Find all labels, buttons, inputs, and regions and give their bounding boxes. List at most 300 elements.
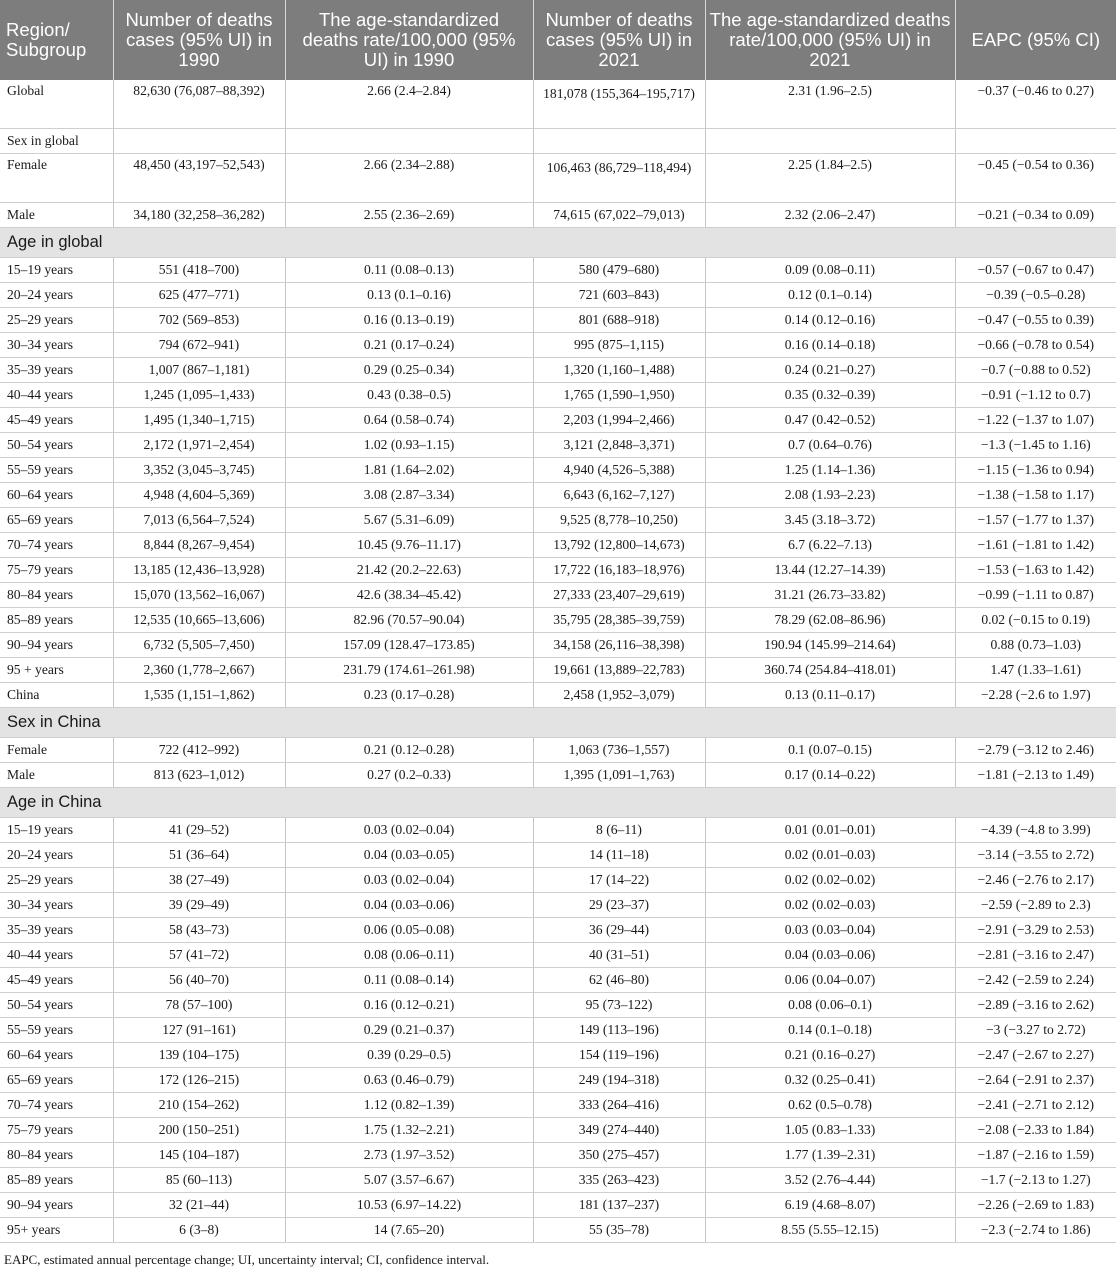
- cell-eapc: −2.47 (−2.67 to 2.27): [955, 1043, 1116, 1068]
- cell-eapc: −3.14 (−3.55 to 2.72): [955, 843, 1116, 868]
- cell-subgroup: 85–89 years: [0, 608, 113, 633]
- cell-deaths-1990: 172 (126–215): [113, 1068, 285, 1093]
- cell-asdr-2021: 3.52 (2.76–4.44): [705, 1168, 955, 1193]
- cell-deaths-2021: 36 (29–44): [533, 918, 705, 943]
- cell-subgroup: 35–39 years: [0, 358, 113, 383]
- header-region-subgroup: Region/ Subgroup: [0, 0, 113, 80]
- table-row: [0, 483, 1116, 508]
- cell-deaths-1990: 13,185 (12,436–13,928): [113, 558, 285, 583]
- cell-deaths-1990: 38 (27–49): [113, 868, 285, 893]
- cell-asdr-1990: 231.79 (174.61–261.98): [285, 658, 533, 683]
- cell-asdr-2021: 0.09 (0.08–0.11): [705, 258, 955, 283]
- cell-deaths-2021: 95 (73–122): [533, 993, 705, 1018]
- cell-deaths-2021: 580 (479–680): [533, 258, 705, 283]
- cell-asdr-1990: 0.04 (0.03–0.06): [285, 893, 533, 918]
- cell-eapc: −1.81 (−2.13 to 1.49): [955, 763, 1116, 788]
- table-row: [0, 1068, 1116, 1093]
- cell-deaths-2021: 149 (113–196): [533, 1018, 705, 1043]
- cell-asdr-2021: 13.44 (12.27–14.39): [705, 558, 955, 583]
- cell-eapc: −3 (−3.27 to 2.72): [955, 1018, 1116, 1043]
- cell-asdr-2021: 0.03 (0.03–0.04): [705, 918, 955, 943]
- header-eapc: EAPC (95% CI): [955, 0, 1116, 80]
- cell-asdr-2021: 78.29 (62.08–86.96): [705, 608, 955, 633]
- cell-subgroup: 50–54 years: [0, 993, 113, 1018]
- cell-eapc: −1.57 (−1.77 to 1.37): [955, 508, 1116, 533]
- cell-eapc: −2.3 (−2.74 to 1.86): [955, 1218, 1116, 1243]
- table-row: [0, 993, 1116, 1018]
- cell-deaths-1990: 551 (418–700): [113, 258, 285, 283]
- table-row: [0, 203, 1116, 228]
- cell-asdr-1990: 0.23 (0.17–0.28): [285, 683, 533, 708]
- cell-deaths-1990: 3,352 (3,045–3,745): [113, 458, 285, 483]
- table-row: [0, 1018, 1116, 1043]
- cell-deaths-2021: 801 (688–918): [533, 308, 705, 333]
- cell-asdr-1990: 1.75 (1.32–2.21): [285, 1118, 533, 1143]
- cell-deaths-2021: 27,333 (23,407–29,619): [533, 583, 705, 608]
- cell-subgroup: 80–84 years: [0, 1143, 113, 1168]
- cell-eapc: −2.26 (−2.69 to 1.83): [955, 1193, 1116, 1218]
- cell-eapc: −0.7 (−0.88 to 0.52): [955, 358, 1116, 383]
- cell-eapc: −2.89 (−3.16 to 2.62): [955, 993, 1116, 1018]
- cell-deaths-1990: 1,007 (867–1,181): [113, 358, 285, 383]
- cell-asdr-1990: 0.13 (0.1–0.16): [285, 283, 533, 308]
- cell-asdr-2021: 0.24 (0.21–0.27): [705, 358, 955, 383]
- cell-deaths-1990: 794 (672–941): [113, 333, 285, 358]
- cell-subgroup: 40–44 years: [0, 943, 113, 968]
- cell-asdr-1990: 5.67 (5.31–6.09): [285, 508, 533, 533]
- cell-asdr-2021: 1.05 (0.83–1.33): [705, 1118, 955, 1143]
- cell-eapc: −0.39 (−0.5–0.28): [955, 283, 1116, 308]
- cell-asdr-2021: 0.02 (0.02–0.03): [705, 893, 955, 918]
- table-row: [0, 80, 1116, 129]
- table-row: [0, 308, 1116, 333]
- cell-eapc: −1.7 (−2.13 to 1.27): [955, 1168, 1116, 1193]
- cell-deaths-2021: 35,795 (28,385–39,759): [533, 608, 705, 633]
- cell-deaths-2021: 350 (275–457): [533, 1143, 705, 1168]
- cell-deaths-2021: 349 (274–440): [533, 1118, 705, 1143]
- cell-deaths-2021: 40 (31–51): [533, 943, 705, 968]
- cell-eapc: −2.64 (−2.91 to 2.37): [955, 1068, 1116, 1093]
- cell-deaths-2021: 14 (11–18): [533, 843, 705, 868]
- cell-asdr-1990: 0.21 (0.17–0.24): [285, 333, 533, 358]
- cell-subgroup: 90–94 years: [0, 1193, 113, 1218]
- table-row: [0, 658, 1116, 683]
- cell-asdr-1990: 10.53 (6.97–14.22): [285, 1193, 533, 1218]
- cell-asdr-2021: 360.74 (254.84–418.01): [705, 658, 955, 683]
- table-row: [0, 868, 1116, 893]
- cell-deaths-1990: 51 (36–64): [113, 843, 285, 868]
- cell-asdr-1990: 2.55 (2.36–2.69): [285, 203, 533, 228]
- cell-deaths-2021: 8 (6–11): [533, 818, 705, 843]
- cell-eapc: −2.42 (−2.59 to 2.24): [955, 968, 1116, 993]
- cell-asdr-1990: 5.07 (3.57–6.67): [285, 1168, 533, 1193]
- cell-subgroup: 55–59 years: [0, 1018, 113, 1043]
- cell-subgroup: 65–69 years: [0, 1068, 113, 1093]
- cell-asdr-1990: 0.11 (0.08–0.13): [285, 258, 533, 283]
- cell-asdr-2021: 0.02 (0.02–0.02): [705, 868, 955, 893]
- cell-deaths-1990: 1,535 (1,151–1,862): [113, 683, 285, 708]
- cell-asdr-1990: 2.66 (2.4–2.84): [285, 80, 533, 129]
- cell-subgroup: 75–79 years: [0, 1118, 113, 1143]
- cell-asdr-1990: [285, 129, 533, 154]
- cell-asdr-1990: 42.6 (38.34–45.42): [285, 583, 533, 608]
- cell-asdr-2021: 2.31 (1.96–2.5): [705, 80, 955, 129]
- cell-asdr-1990: 1.81 (1.64–2.02): [285, 458, 533, 483]
- cell-subgroup: 20–24 years: [0, 283, 113, 308]
- table-row: [0, 843, 1116, 868]
- cell-asdr-1990: 0.21 (0.12–0.28): [285, 738, 533, 763]
- cell-eapc: −0.99 (−1.11 to 0.87): [955, 583, 1116, 608]
- cell-subgroup: 25–29 years: [0, 868, 113, 893]
- table-header: [0, 0, 1116, 80]
- cell-asdr-2021: 0.06 (0.04–0.07): [705, 968, 955, 993]
- cell-asdr-2021: 2.25 (1.84–2.5): [705, 154, 955, 203]
- cell-deaths-2021: 106,463 (86,729–118,494): [533, 154, 705, 203]
- cell-subgroup: 40–44 years: [0, 383, 113, 408]
- cell-deaths-1990: 210 (154–262): [113, 1093, 285, 1118]
- cell-asdr-2021: 6.19 (4.68–8.07): [705, 1193, 955, 1218]
- cell-subgroup: 55–59 years: [0, 458, 113, 483]
- cell-deaths-2021: 55 (35–78): [533, 1218, 705, 1243]
- header-row: [0, 0, 1116, 80]
- cell-eapc: −2.08 (−2.33 to 1.84): [955, 1118, 1116, 1143]
- cell-deaths-2021: 3,121 (2,848–3,371): [533, 433, 705, 458]
- cell-eapc: −0.91 (−1.12 to 0.7): [955, 383, 1116, 408]
- table-row: [0, 258, 1116, 283]
- cell-deaths-2021: 1,765 (1,590–1,950): [533, 383, 705, 408]
- section-row: [0, 228, 1116, 258]
- table-row: [0, 1168, 1116, 1193]
- cell-asdr-1990: 21.42 (20.2–22.63): [285, 558, 533, 583]
- cell-eapc: −0.21 (−0.34 to 0.09): [955, 203, 1116, 228]
- cell-subgroup: 50–54 years: [0, 433, 113, 458]
- cell-subgroup: Male: [0, 763, 113, 788]
- cell-subgroup: 95 + years: [0, 658, 113, 683]
- cell-subgroup: Female: [0, 154, 113, 203]
- cell-deaths-2021: 17,722 (16,183–18,976): [533, 558, 705, 583]
- cell-eapc: −4.39 (−4.8 to 3.99): [955, 818, 1116, 843]
- cell-deaths-1990: 6 (3–8): [113, 1218, 285, 1243]
- cell-deaths-2021: 995 (875–1,115): [533, 333, 705, 358]
- cell-subgroup: 70–74 years: [0, 533, 113, 558]
- cell-asdr-2021: 0.32 (0.25–0.41): [705, 1068, 955, 1093]
- cell-eapc: −1.87 (−2.16 to 1.59): [955, 1143, 1116, 1168]
- cell-deaths-1990: 41 (29–52): [113, 818, 285, 843]
- table-row: [0, 433, 1116, 458]
- cell-deaths-2021: 29 (23–37): [533, 893, 705, 918]
- table-row: [0, 458, 1116, 483]
- cell-deaths-1990: 2,360 (1,778–2,667): [113, 658, 285, 683]
- cell-eapc: −1.53 (−1.63 to 1.42): [955, 558, 1116, 583]
- cell-deaths-2021: 249 (194–318): [533, 1068, 705, 1093]
- header-asdr-1990: The age-standardized deaths rate/100,000 (95% UI) in 1990: [285, 0, 533, 80]
- cell-subgroup: 85–89 years: [0, 1168, 113, 1193]
- cell-asdr-2021: 0.02 (0.01–0.03): [705, 843, 955, 868]
- cell-eapc: −1.61 (−1.81 to 1.42): [955, 533, 1116, 558]
- cell-asdr-2021: 0.17 (0.14–0.22): [705, 763, 955, 788]
- cell-subgroup: Global: [0, 80, 113, 129]
- cell-asdr-1990: 0.03 (0.02–0.04): [285, 868, 533, 893]
- cell-deaths-2021: 721 (603–843): [533, 283, 705, 308]
- cell-deaths-1990: 722 (412–992): [113, 738, 285, 763]
- cell-subgroup: Female: [0, 738, 113, 763]
- cell-asdr-1990: 1.02 (0.93–1.15): [285, 433, 533, 458]
- cell-eapc: −0.37 (−0.46 to 0.27): [955, 80, 1116, 129]
- cell-asdr-2021: 0.12 (0.1–0.14): [705, 283, 955, 308]
- cell-asdr-2021: 190.94 (145.99–214.64): [705, 633, 955, 658]
- table-row: [0, 738, 1116, 763]
- header-asdr-2021: The age-standardized deaths rate/100,000 (95% UI) in 2021: [705, 0, 955, 80]
- cell-deaths-2021: 181 (137–237): [533, 1193, 705, 1218]
- cell-asdr-2021: 0.04 (0.03–0.06): [705, 943, 955, 968]
- cell-asdr-1990: 157.09 (128.47–173.85): [285, 633, 533, 658]
- cell-deaths-1990: 15,070 (13,562–16,067): [113, 583, 285, 608]
- cell-asdr-1990: 0.11 (0.08–0.14): [285, 968, 533, 993]
- cell-deaths-1990: 56 (40–70): [113, 968, 285, 993]
- cell-deaths-1990: 4,948 (4,604–5,369): [113, 483, 285, 508]
- table-body: [0, 80, 1116, 1243]
- cell-eapc: 1.47 (1.33–1.61): [955, 658, 1116, 683]
- table-row: [0, 358, 1116, 383]
- cell-eapc: −2.46 (−2.76 to 2.17): [955, 868, 1116, 893]
- cell-deaths-1990: 127 (91–161): [113, 1018, 285, 1043]
- cell-asdr-1990: 0.16 (0.12–0.21): [285, 993, 533, 1018]
- cell-asdr-1990: 0.03 (0.02–0.04): [285, 818, 533, 843]
- cell-asdr-1990: 0.08 (0.06–0.11): [285, 943, 533, 968]
- cell-deaths-2021: 34,158 (26,116–38,398): [533, 633, 705, 658]
- cell-asdr-1990: 0.63 (0.46–0.79): [285, 1068, 533, 1093]
- cell-asdr-2021: 0.13 (0.11–0.17): [705, 683, 955, 708]
- cell-asdr-2021: 8.55 (5.55–12.15): [705, 1218, 955, 1243]
- cell-eapc: −2.41 (−2.71 to 2.12): [955, 1093, 1116, 1118]
- cell-eapc: −0.47 (−0.55 to 0.39): [955, 308, 1116, 333]
- cell-deaths-1990: 39 (29–49): [113, 893, 285, 918]
- cell-asdr-2021: 0.7 (0.64–0.76): [705, 433, 955, 458]
- cell-asdr-1990: 0.27 (0.2–0.33): [285, 763, 533, 788]
- section-label: Age in China: [0, 788, 1116, 818]
- cell-deaths-1990: 48,450 (43,197–52,543): [113, 154, 285, 203]
- table-row: [0, 129, 1116, 154]
- cell-eapc: −2.91 (−3.29 to 2.53): [955, 918, 1116, 943]
- cell-subgroup: 75–79 years: [0, 558, 113, 583]
- cell-subgroup: 15–19 years: [0, 818, 113, 843]
- cell-asdr-1990: 0.64 (0.58–0.74): [285, 408, 533, 433]
- cell-asdr-1990: 0.29 (0.25–0.34): [285, 358, 533, 383]
- cell-asdr-1990: 0.29 (0.21–0.37): [285, 1018, 533, 1043]
- cell-eapc: −2.59 (−2.89 to 2.3): [955, 893, 1116, 918]
- cell-deaths-1990: 702 (569–853): [113, 308, 285, 333]
- cell-subgroup: 95+ years: [0, 1218, 113, 1243]
- cell-deaths-1990: 1,245 (1,095–1,433): [113, 383, 285, 408]
- table-row: [0, 633, 1116, 658]
- cell-deaths-2021: 4,940 (4,526–5,388): [533, 458, 705, 483]
- table-row: [0, 1143, 1116, 1168]
- table-row: [0, 608, 1116, 633]
- cell-subgroup: 15–19 years: [0, 258, 113, 283]
- table-row: [0, 1193, 1116, 1218]
- table-row: [0, 763, 1116, 788]
- cell-eapc: −0.45 (−0.54 to 0.36): [955, 154, 1116, 203]
- table-row: [0, 818, 1116, 843]
- cell-asdr-1990: 0.39 (0.29–0.5): [285, 1043, 533, 1068]
- table-row: [0, 893, 1116, 918]
- cell-asdr-2021: 0.08 (0.06–0.1): [705, 993, 955, 1018]
- cell-deaths-1990: 2,172 (1,971–2,454): [113, 433, 285, 458]
- cell-asdr-2021: 0.1 (0.07–0.15): [705, 738, 955, 763]
- cell-deaths-1990: 58 (43–73): [113, 918, 285, 943]
- table-row: [0, 408, 1116, 433]
- cell-deaths-1990: 145 (104–187): [113, 1143, 285, 1168]
- table-row: [0, 558, 1116, 583]
- cell-asdr-1990: 0.06 (0.05–0.08): [285, 918, 533, 943]
- cell-subgroup: Male: [0, 203, 113, 228]
- cell-eapc: 0.02 (−0.15 to 0.19): [955, 608, 1116, 633]
- cell-deaths-2021: 17 (14–22): [533, 868, 705, 893]
- cell-eapc: −2.81 (−3.16 to 2.47): [955, 943, 1116, 968]
- cell-asdr-2021: 1.25 (1.14–1.36): [705, 458, 955, 483]
- table-footnote: EAPC, estimated annual percentage change; UI, uncertainty interval; CI, confidence interval.: [4, 1252, 490, 1267]
- cell-deaths-2021: 62 (46–80): [533, 968, 705, 993]
- cell-deaths-1990: 34,180 (32,258–36,282): [113, 203, 285, 228]
- cell-subgroup: 20–24 years: [0, 843, 113, 868]
- cell-deaths-1990: 12,535 (10,665–13,606): [113, 608, 285, 633]
- cell-asdr-1990: 1.12 (0.82–1.39): [285, 1093, 533, 1118]
- table-row: [0, 943, 1116, 968]
- header-deaths-2021: Number of deaths cases (95% UI) in 2021: [533, 0, 705, 80]
- cell-eapc: −1.38 (−1.58 to 1.17): [955, 483, 1116, 508]
- cell-asdr-2021: 2.08 (1.93–2.23): [705, 483, 955, 508]
- cell-deaths-2021: [533, 129, 705, 154]
- cell-asdr-1990: 0.04 (0.03–0.05): [285, 843, 533, 868]
- cell-asdr-2021: [705, 129, 955, 154]
- table-row: [0, 1118, 1116, 1143]
- cell-asdr-2021: 0.01 (0.01–0.01): [705, 818, 955, 843]
- cell-asdr-2021: 0.14 (0.1–0.18): [705, 1018, 955, 1043]
- cell-eapc: −0.66 (−0.78 to 0.54): [955, 333, 1116, 358]
- cell-asdr-1990: 82.96 (70.57–90.04): [285, 608, 533, 633]
- cell-deaths-2021: 1,063 (736–1,557): [533, 738, 705, 763]
- cell-asdr-2021: 2.32 (2.06–2.47): [705, 203, 955, 228]
- cell-deaths-1990: 6,732 (5,505–7,450): [113, 633, 285, 658]
- cell-deaths-2021: 6,643 (6,162–7,127): [533, 483, 705, 508]
- section-row: [0, 708, 1116, 738]
- cell-asdr-1990: 3.08 (2.87–3.34): [285, 483, 533, 508]
- cell-asdr-1990: 0.43 (0.38–0.5): [285, 383, 533, 408]
- cell-asdr-2021: 0.16 (0.14–0.18): [705, 333, 955, 358]
- cell-asdr-1990: 0.16 (0.13–0.19): [285, 308, 533, 333]
- cell-subgroup: Sex in global: [0, 129, 113, 154]
- cell-subgroup: 30–34 years: [0, 333, 113, 358]
- cell-deaths-2021: 181,078 (155,364–195,717): [533, 80, 705, 129]
- cell-asdr-2021: 6.7 (6.22–7.13): [705, 533, 955, 558]
- cell-asdr-1990: 2.73 (1.97–3.52): [285, 1143, 533, 1168]
- table-row: [0, 918, 1116, 943]
- cell-eapc: 0.88 (0.73–1.03): [955, 633, 1116, 658]
- cell-asdr-1990: 10.45 (9.76–11.17): [285, 533, 533, 558]
- cell-asdr-2021: 31.21 (26.73–33.82): [705, 583, 955, 608]
- cell-asdr-2021: 0.14 (0.12–0.16): [705, 308, 955, 333]
- header-deaths-1990: Number of deaths cases (95% UI) in 1990: [113, 0, 285, 80]
- cell-deaths-2021: 333 (264–416): [533, 1093, 705, 1118]
- cell-subgroup: 25–29 years: [0, 308, 113, 333]
- cell-deaths-1990: 85 (60–113): [113, 1168, 285, 1193]
- cell-deaths-2021: 1,320 (1,160–1,488): [533, 358, 705, 383]
- cell-subgroup: 35–39 years: [0, 918, 113, 943]
- cell-eapc: −0.57 (−0.67 to 0.47): [955, 258, 1116, 283]
- cell-deaths-2021: 9,525 (8,778–10,250): [533, 508, 705, 533]
- cell-deaths-1990: 625 (477–771): [113, 283, 285, 308]
- cell-asdr-2021: 0.62 (0.5–0.78): [705, 1093, 955, 1118]
- table-row: [0, 508, 1116, 533]
- cell-deaths-2021: 2,203 (1,994–2,466): [533, 408, 705, 433]
- cell-subgroup: 70–74 years: [0, 1093, 113, 1118]
- table-row: [0, 383, 1116, 408]
- table-row: [0, 533, 1116, 558]
- section-label: Age in global: [0, 228, 1116, 258]
- cell-deaths-2021: 2,458 (1,952–3,079): [533, 683, 705, 708]
- cell-deaths-1990: [113, 129, 285, 154]
- cell-eapc: [955, 129, 1116, 154]
- cell-asdr-2021: 0.47 (0.42–0.52): [705, 408, 955, 433]
- cell-deaths-1990: 7,013 (6,564–7,524): [113, 508, 285, 533]
- cell-deaths-1990: 813 (623–1,012): [113, 763, 285, 788]
- cell-subgroup: 90–94 years: [0, 633, 113, 658]
- cell-subgroup: 45–49 years: [0, 408, 113, 433]
- cell-deaths-2021: 335 (263–423): [533, 1168, 705, 1193]
- cell-deaths-1990: 78 (57–100): [113, 993, 285, 1018]
- table-row: [0, 154, 1116, 203]
- cell-deaths-2021: 154 (119–196): [533, 1043, 705, 1068]
- cell-eapc: −2.28 (−2.6 to 1.97): [955, 683, 1116, 708]
- cell-asdr-2021: 0.35 (0.32–0.39): [705, 383, 955, 408]
- cell-deaths-2021: 74,615 (67,022–79,013): [533, 203, 705, 228]
- table-row: [0, 283, 1116, 308]
- cell-deaths-1990: 139 (104–175): [113, 1043, 285, 1068]
- cell-eapc: −1.3 (−1.45 to 1.16): [955, 433, 1116, 458]
- table-row: [0, 333, 1116, 358]
- table-row: [0, 1218, 1116, 1243]
- cell-deaths-2021: 19,661 (13,889–22,783): [533, 658, 705, 683]
- table-row: [0, 683, 1116, 708]
- cell-deaths-1990: 200 (150–251): [113, 1118, 285, 1143]
- cell-subgroup: 80–84 years: [0, 583, 113, 608]
- cell-asdr-1990: 2.66 (2.34–2.88): [285, 154, 533, 203]
- section-label: Sex in China: [0, 708, 1116, 738]
- cell-deaths-1990: 1,495 (1,340–1,715): [113, 408, 285, 433]
- cell-deaths-1990: 32 (21–44): [113, 1193, 285, 1218]
- cell-eapc: −1.22 (−1.37 to 1.07): [955, 408, 1116, 433]
- cell-asdr-2021: 0.21 (0.16–0.27): [705, 1043, 955, 1068]
- cell-subgroup: 45–49 years: [0, 968, 113, 993]
- cell-subgroup: China: [0, 683, 113, 708]
- cell-deaths-1990: 57 (41–72): [113, 943, 285, 968]
- table-row: [0, 1043, 1116, 1068]
- cell-eapc: −2.79 (−3.12 to 2.46): [955, 738, 1116, 763]
- cell-eapc: −1.15 (−1.36 to 0.94): [955, 458, 1116, 483]
- table-row: [0, 583, 1116, 608]
- cell-subgroup: 60–64 years: [0, 1043, 113, 1068]
- cell-asdr-2021: 1.77 (1.39–2.31): [705, 1143, 955, 1168]
- cell-deaths-1990: 82,630 (76,087–88,392): [113, 80, 285, 129]
- cell-asdr-2021: 3.45 (3.18–3.72): [705, 508, 955, 533]
- table-row: [0, 968, 1116, 993]
- cell-deaths-2021: 13,792 (12,800–14,673): [533, 533, 705, 558]
- cell-asdr-1990: 14 (7.65–20): [285, 1218, 533, 1243]
- section-row: [0, 788, 1116, 818]
- cell-subgroup: 30–34 years: [0, 893, 113, 918]
- table-row: [0, 1093, 1116, 1118]
- cell-deaths-2021: 1,395 (1,091–1,763): [533, 763, 705, 788]
